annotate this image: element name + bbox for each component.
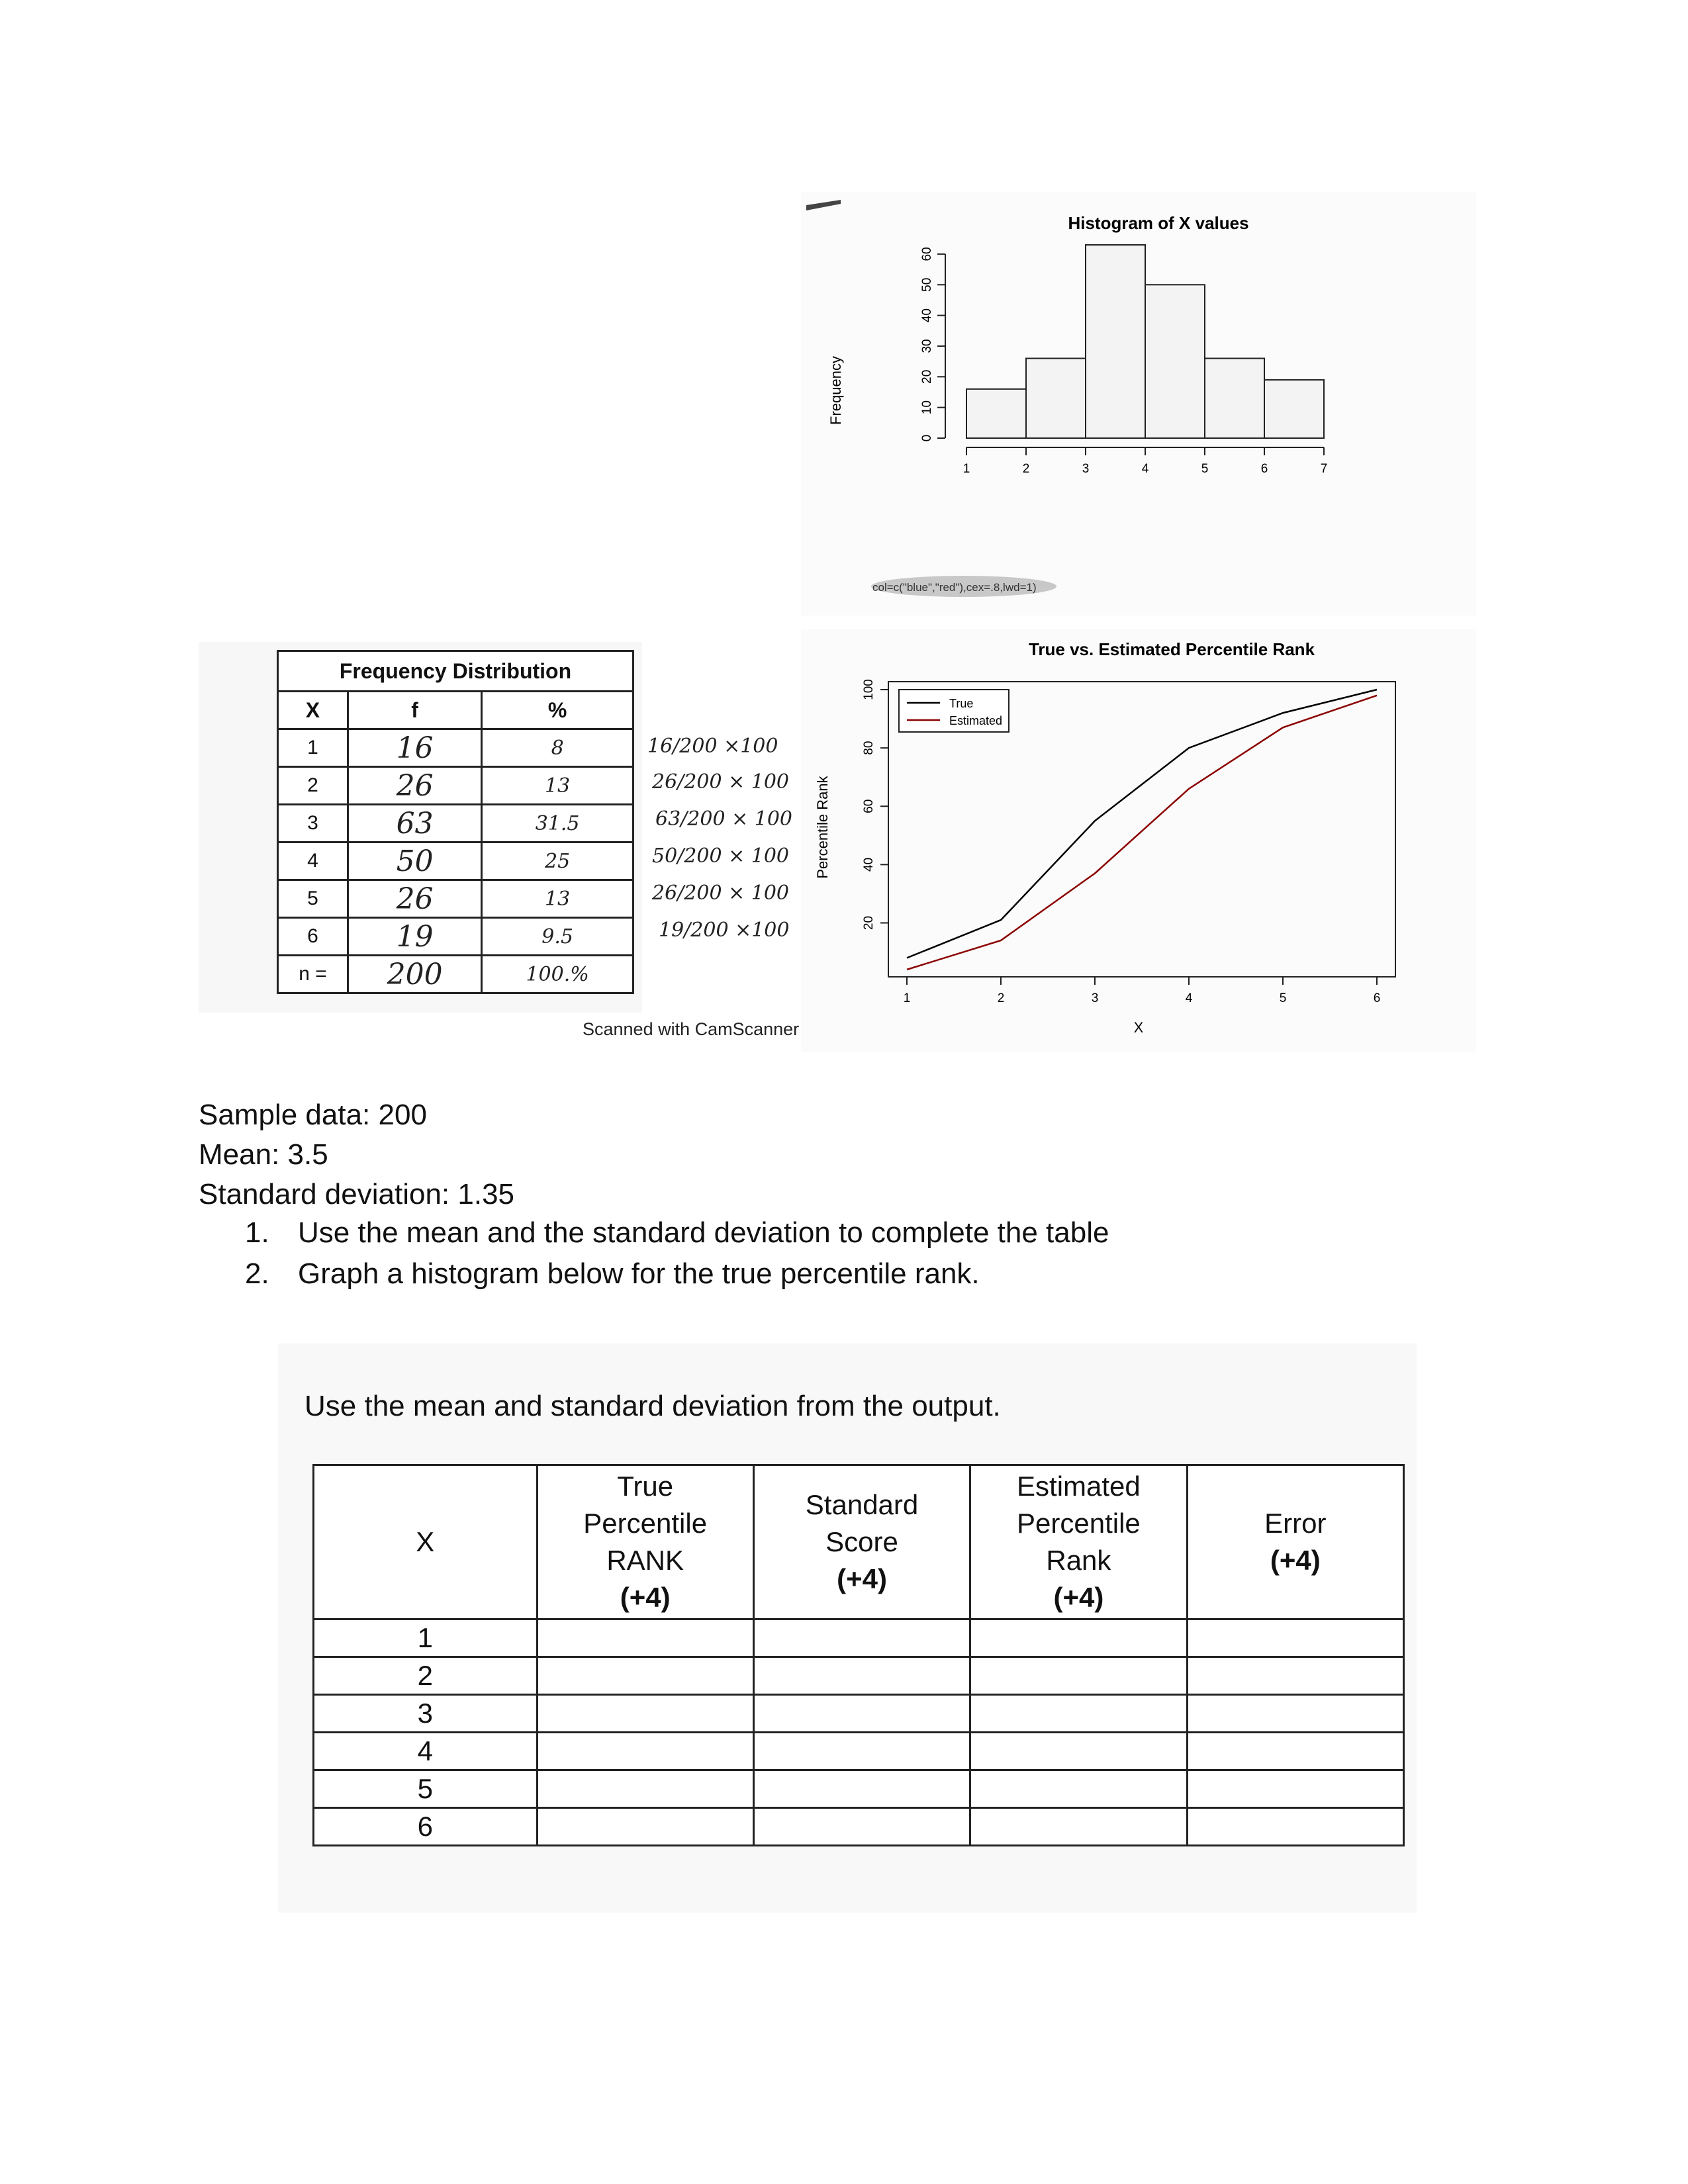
worksheet-panel xyxy=(278,1343,1417,1913)
f-cell: 19 xyxy=(348,918,481,956)
table-row xyxy=(314,1657,1404,1695)
mean-text: Mean: 3.5 xyxy=(199,1138,328,1171)
calc-note: 26/200 × 100 xyxy=(652,770,790,794)
x-tick-label: 4 xyxy=(1141,462,1149,476)
line-chart-y-label: Percentile Rank xyxy=(814,776,831,879)
percentile-line-panel xyxy=(801,629,1476,1052)
answer-cell[interactable] xyxy=(970,1619,1187,1657)
answer-cell[interactable] xyxy=(753,1770,970,1808)
x-tick-label: 7 xyxy=(1320,462,1328,476)
calc-note: 19/200 ×100 xyxy=(659,919,790,942)
answer-cell[interactable] xyxy=(537,1733,753,1770)
answer-cell[interactable] xyxy=(1187,1619,1403,1657)
answer-cell[interactable] xyxy=(753,1695,970,1733)
total-percent: 100.% xyxy=(482,956,633,993)
y-tick-label: 40 xyxy=(862,857,876,872)
table-row xyxy=(278,767,633,805)
col-points: (+4) xyxy=(620,1582,671,1613)
answer-cell[interactable] xyxy=(1187,1657,1403,1695)
answer-cell[interactable] xyxy=(753,1808,970,1846)
x-cell: 1 xyxy=(278,729,348,767)
histogram-bar xyxy=(1264,380,1324,438)
worksheet-header-row xyxy=(314,1465,1404,1619)
x-tick-label: 5 xyxy=(1201,462,1209,476)
y-tick-label: 80 xyxy=(862,741,876,755)
col-x-header xyxy=(314,1465,538,1619)
col-points: (+4) xyxy=(1053,1582,1104,1613)
col-label: True Percentile RANK xyxy=(583,1471,708,1576)
instruction-text: Graph a histogram below for the true percentile rank. xyxy=(298,1257,980,1290)
instruction-item xyxy=(245,1216,1109,1257)
y-tick-label: 0 xyxy=(920,434,934,442)
series-line-estimated xyxy=(907,696,1377,970)
code-fragment: col=c("blue","red"),cex=.8,lwd=1) xyxy=(872,581,1037,594)
answer-cell[interactable] xyxy=(970,1808,1187,1846)
col-label: Error xyxy=(1264,1508,1327,1539)
x-cell: 6 xyxy=(278,918,348,956)
legend-label: Estimated xyxy=(949,714,1003,727)
x-value: 4 xyxy=(314,1733,538,1770)
col-standard-score-header xyxy=(753,1465,970,1619)
col-true-percentile-header xyxy=(537,1465,753,1619)
total-row xyxy=(278,956,633,993)
instruction-text: Use the mean and the standard deviation to complete the table xyxy=(298,1216,1109,1249)
calc-note: 16/200 ×100 xyxy=(647,735,778,758)
percent-cell: 31.5 xyxy=(482,805,633,842)
x-value: 1 xyxy=(314,1619,538,1657)
calc-note: 26/200 × 100 xyxy=(652,882,790,905)
y-tick-label: 50 xyxy=(920,277,934,292)
scan-caption: Scanned with CamScanner xyxy=(583,1019,800,1039)
x-cell: 4 xyxy=(278,842,348,880)
table-row xyxy=(278,918,633,956)
answer-cell[interactable] xyxy=(537,1808,753,1846)
y-tick-label: 20 xyxy=(920,369,934,384)
x-tick-label: 2 xyxy=(1022,462,1030,476)
y-tick-label: 60 xyxy=(920,247,934,261)
answer-cell[interactable] xyxy=(970,1770,1187,1808)
table-row xyxy=(278,805,633,842)
total-f: 200 xyxy=(348,956,481,993)
table-row xyxy=(278,842,633,880)
answer-cell[interactable] xyxy=(1187,1808,1403,1846)
answer-cell[interactable] xyxy=(1187,1695,1403,1733)
frequency-table-title: Frequency Distribution xyxy=(278,651,633,692)
f-cell: 50 xyxy=(348,842,481,880)
f-cell: 63 xyxy=(348,805,481,842)
answer-cell[interactable] xyxy=(970,1733,1187,1770)
worksheet-table xyxy=(312,1464,1405,1846)
x-value: 2 xyxy=(314,1657,538,1695)
answer-cell[interactable] xyxy=(1187,1770,1403,1808)
x-value: 5 xyxy=(314,1770,538,1808)
instruction-list xyxy=(245,1216,1109,1298)
x-tick-label: 6 xyxy=(1373,991,1381,1005)
col-error-header xyxy=(1187,1465,1403,1619)
frequency-panel xyxy=(199,642,793,1013)
answer-cell[interactable] xyxy=(537,1695,753,1733)
x-tick-label: 3 xyxy=(1091,991,1099,1005)
table-row xyxy=(314,1619,1404,1657)
percent-cell: 13 xyxy=(482,767,633,805)
histogram-title: Histogram of X values xyxy=(1068,213,1249,233)
percent-cell: 13 xyxy=(482,880,633,918)
table-row xyxy=(314,1695,1404,1733)
answer-cell[interactable] xyxy=(537,1619,753,1657)
y-tick-label: 20 xyxy=(862,915,876,931)
sd-text: Standard deviation: 1.35 xyxy=(199,1178,515,1210)
col-label: Standard Score xyxy=(805,1489,919,1557)
col-points: (+4) xyxy=(1270,1545,1321,1576)
table-row xyxy=(314,1770,1404,1808)
f-cell: 16 xyxy=(348,729,481,767)
answer-cell[interactable] xyxy=(970,1657,1187,1695)
header-x: X xyxy=(278,692,348,729)
answer-cell[interactable] xyxy=(537,1770,753,1808)
table-row xyxy=(314,1733,1404,1770)
scan-edge-mark xyxy=(806,200,841,210)
histogram-chart xyxy=(801,192,1476,615)
answer-cell[interactable] xyxy=(1187,1733,1403,1770)
col-label: X xyxy=(416,1526,435,1557)
y-tick-label: 40 xyxy=(920,308,934,323)
x-cell: 2 xyxy=(278,767,348,805)
answer-cell[interactable] xyxy=(753,1657,970,1695)
calc-note: 50/200 × 100 xyxy=(652,844,790,868)
table-row xyxy=(314,1808,1404,1846)
col-estimated-percentile-header xyxy=(970,1465,1187,1619)
histogram-bar xyxy=(966,389,1026,438)
x-tick-label: 5 xyxy=(1279,991,1287,1005)
histogram-bar xyxy=(1026,358,1086,438)
percent-cell: 25 xyxy=(482,842,633,880)
histogram-bar xyxy=(1145,285,1205,438)
x-tick-label: 4 xyxy=(1185,991,1193,1005)
histogram-bar xyxy=(1205,358,1264,438)
x-tick-label: 6 xyxy=(1260,462,1268,476)
total-label: n = xyxy=(278,956,348,993)
percent-cell: 9.5 xyxy=(482,918,633,956)
header-percent: % xyxy=(482,692,633,729)
col-label: Estimated Percentile Rank xyxy=(1017,1471,1141,1576)
histogram-y-label: Frequency xyxy=(827,356,844,425)
table-row xyxy=(278,880,633,918)
f-cell: 26 xyxy=(348,767,481,805)
line-chart-title: True vs. Estimated Percentile Rank xyxy=(1028,639,1315,659)
f-cell: 26 xyxy=(348,880,481,918)
instruction-number: 1. xyxy=(245,1216,269,1249)
line-chart-x-label: X xyxy=(1133,1019,1144,1036)
answer-cell[interactable] xyxy=(753,1733,970,1770)
x-tick-label: 3 xyxy=(1082,462,1090,476)
calc-note: 63/200 × 100 xyxy=(655,807,793,831)
y-tick-label: 60 xyxy=(862,799,876,813)
answer-cell[interactable] xyxy=(970,1695,1187,1733)
answer-cell[interactable] xyxy=(753,1619,970,1657)
x-cell: 5 xyxy=(278,880,348,918)
col-points: (+4) xyxy=(837,1563,887,1594)
percentile-line-chart xyxy=(801,629,1476,1052)
y-tick-label: 30 xyxy=(920,339,934,353)
answer-cell[interactable] xyxy=(537,1657,753,1695)
x-value: 6 xyxy=(314,1808,538,1846)
x-cell: 3 xyxy=(278,805,348,842)
sample-data-text: Sample data: 200 xyxy=(199,1099,427,1131)
x-value: 3 xyxy=(314,1695,538,1733)
header-f: f xyxy=(348,692,481,729)
legend-label: True xyxy=(949,697,974,710)
x-tick-label: 2 xyxy=(997,991,1005,1005)
histogram-panel xyxy=(801,192,1476,615)
histogram-bar xyxy=(1086,245,1145,438)
worksheet-heading: Use the mean and standard deviation from the output. xyxy=(305,1390,1001,1422)
x-tick-label: 1 xyxy=(962,462,970,476)
y-tick-label: 100 xyxy=(862,679,876,700)
x-tick-label: 1 xyxy=(903,991,911,1005)
percent-cell: 8 xyxy=(482,729,633,767)
frequency-table xyxy=(277,650,634,994)
table-row xyxy=(278,729,633,767)
y-tick-label: 10 xyxy=(920,400,934,415)
instruction-number: 2. xyxy=(245,1257,269,1290)
instruction-item xyxy=(245,1257,1109,1298)
